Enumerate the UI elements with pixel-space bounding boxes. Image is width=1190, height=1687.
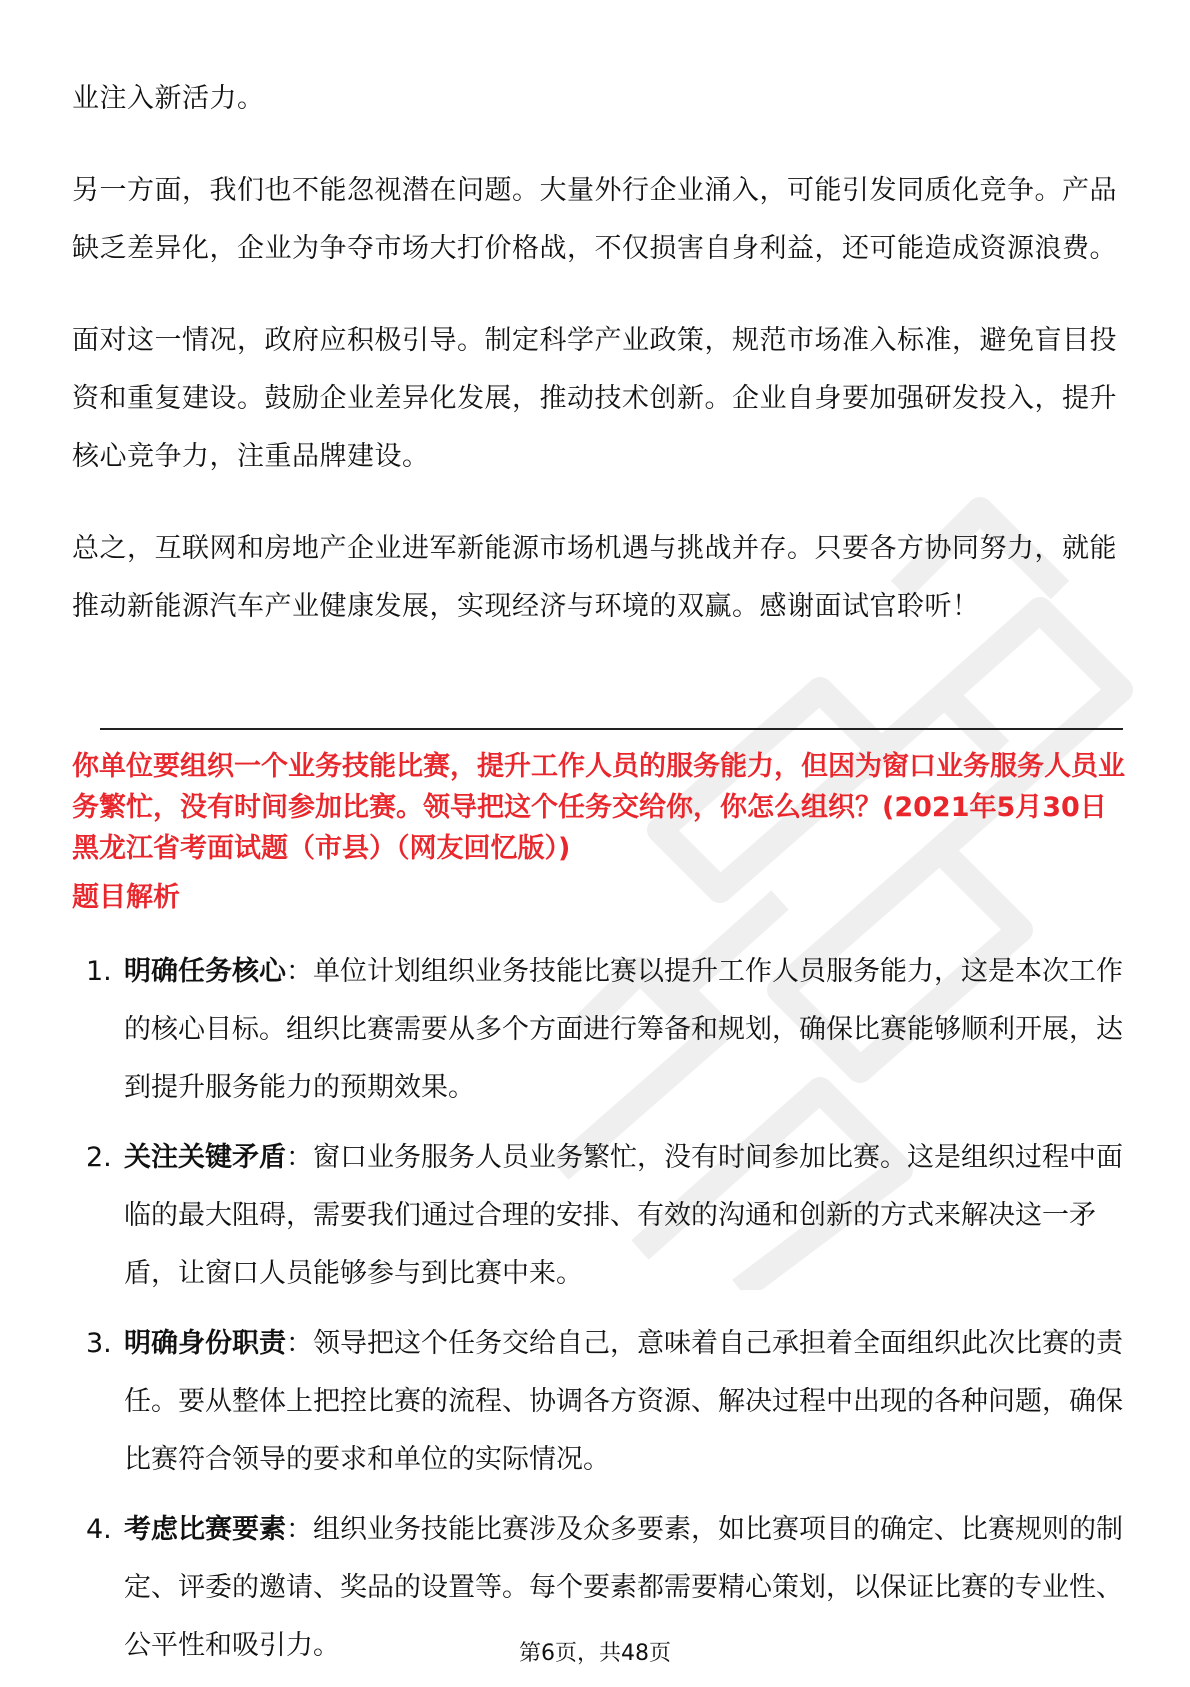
item-heading: 关注关键矛盾 [124, 1142, 286, 1173]
analysis-item-2 [72, 1129, 1132, 1303]
item-text: ：窗口业务服务人员业务繁忙，没有时间参加比赛。这是组织过程中面临的最大阻碍，需要我们通过合理的安排、有效的沟通和创新的方式来解决这一矛盾，让窗口人员能够参与到比赛中来。 [124, 1142, 1123, 1289]
item-text: ：组织业务技能比赛涉及众多要素，如比赛项目的确定、比赛规则的制定、评委的邀请、奖品的设置等。每个要素都需要精心策划，以保证比赛的专业性、公平性和吸引力。 [124, 1514, 1123, 1661]
list-number: 1. [86, 956, 112, 987]
page-footer: 第6页，共48页 [519, 1641, 671, 1666]
main-content [72, 70, 1122, 636]
analysis-list [72, 943, 1132, 1687]
item-heading: 考虑比赛要素 [124, 1514, 286, 1545]
section-divider [100, 728, 1123, 730]
paragraph-1: 业注入新活力。 [72, 83, 265, 114]
analysis-title: 题目解析 [72, 882, 180, 913]
question-heading: 你单位要组织一个业务技能比赛，提升工作人员的服务能力，但因为窗口业务服务人员业务繁忙，没有时间参加比赛。领导把这个任务交给你，你怎么组织？(2021年5月30日黑龙江省考面试题（市县）（网友回忆版）) [72, 751, 1125, 864]
item-text: ：领导把这个任务交给自己，意味着自己承担着全面组织此次比赛的责任。要从整体上把控比赛的流程、协调各方资源、解决过程中出现的各种问题，确保比赛符合领导的要求和单位的实际情况。 [124, 1328, 1123, 1475]
paragraph-2: 另一方面，我们也不能忽视潜在问题。大量外行企业涌入，可能引发同质化竞争。产品缺乏差异化，企业为争夺市场大打价格战，不仅损害自身利益，还可能造成资源浪费。 [72, 175, 1117, 264]
list-number: 3. [86, 1328, 112, 1359]
item-heading: 明确身份职责 [124, 1328, 286, 1359]
list-number: 4. [86, 1514, 112, 1545]
analysis-item-3 [72, 1315, 1132, 1489]
item-text: ：单位计划组织业务技能比赛以提升工作人员服务能力，这是本次工作的核心目标。组织比赛需要从多个方面进行筹备和规划，确保比赛能够顺利开展，达到提升服务能力的预期效果。 [124, 956, 1123, 1103]
paragraph-4: 总之，互联网和房地产企业进军新能源市场机遇与挑战并存。只要各方协同努力，就能推动新能源汽车产业健康发展，实现经济与环境的双赢。感谢面试官聆听！ [72, 533, 1117, 622]
list-number: 2. [86, 1142, 112, 1173]
analysis-item-1 [72, 943, 1132, 1117]
paragraph-3: 面对这一情况，政府应积极引导。制定科学产业政策，规范市场准入标准，避免盲目投资和重复建设。鼓励企业差异化发展，推动技术创新。企业自身要加强研发投入，提升核心竞争力，注重品牌建设。 [72, 325, 1117, 472]
item-heading: 明确任务核心 [124, 956, 286, 987]
